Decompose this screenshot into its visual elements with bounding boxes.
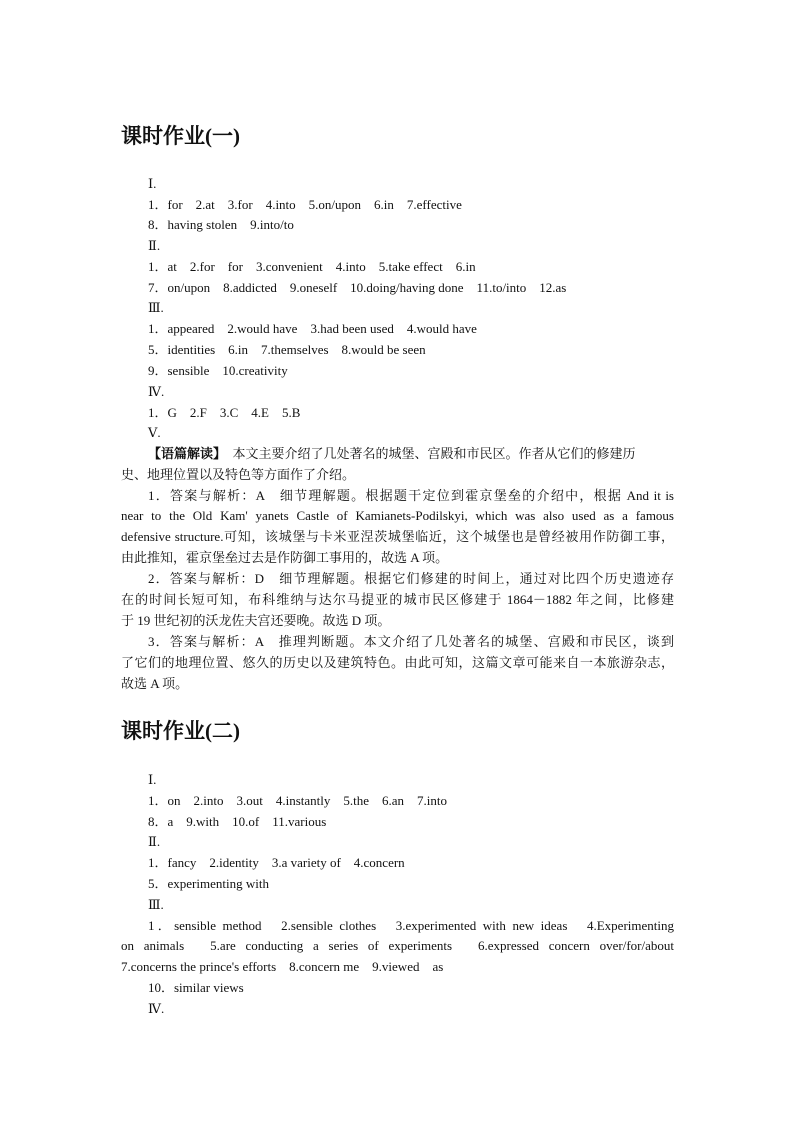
- s1-part-2-answers-2: 7．on/upon 8.addicted 9.oneself 10.doing/having done 11.to/into 12.as: [148, 280, 567, 295]
- s1-part-2-label: Ⅱ.: [148, 238, 161, 253]
- s1-part-4-label: Ⅳ.: [148, 384, 165, 399]
- s2-part-3-answers-4: 10．similar views: [148, 980, 244, 995]
- section-1-title: 课时作业(一): [121, 124, 240, 148]
- answer-2-line-1: 2．答案与解析：D 细节理解题。根据它们修建的时间上，通过对比四个历史遗迹存: [148, 571, 674, 586]
- answer-3-line-1: 3．答案与解析：A 推理判断题。本文介绍了几处著名的城堡、宫殿和市民区，谈到: [148, 634, 674, 649]
- reading-intro-line-1: [148, 446, 636, 462]
- s2-part-3-answers-3: 7.concerns the prince's efforts 8.concern me 9.viewed as: [121, 959, 444, 974]
- answer-1-line-3: defensive structure.可知，该城堡与卡米亚涅茨城堡临近，这个城堡也是曾经被用作防御工事，: [121, 529, 674, 544]
- s2-part-2-label: Ⅱ.: [148, 834, 161, 849]
- answer-3-line-2: 了它们的地理位置、悠久的历史以及建筑特色。由此可知，这篇文章可能来自一本旅游杂志，: [121, 655, 674, 670]
- s2-part-2-answers-2: 5．experimenting with: [148, 876, 269, 891]
- reading-intro-heading: 【语篇解读】: [148, 446, 220, 461]
- s2-part-1-answers-2: 8．a 9.with 10.of 11.various: [148, 814, 327, 829]
- answer-1-line-4: 由此推知，霍京堡垒过去是作防御工事用的，故选 A 项。: [121, 550, 449, 565]
- s2-part-1-answers-1: 1．on 2.into 3.out 4.instantly 5.the 6.an 7.into: [148, 793, 447, 808]
- s1-part-3-answers-1: 1．appeared 2.would have 3.had been used 4.would have: [148, 321, 477, 336]
- s2-part-3-label: Ⅲ.: [148, 897, 164, 912]
- s1-part-3-label: Ⅲ.: [148, 300, 164, 315]
- s2-part-1-label: Ⅰ.: [148, 772, 157, 787]
- answer-1-line-2: near to the Old Kam' yanets Castle of Kamianets-Podilskyi, which was also used as a famous: [121, 508, 674, 523]
- answer-3-line-3: 故选 A 项。: [121, 676, 189, 691]
- s1-part-5-label: Ⅴ.: [148, 425, 161, 440]
- answer-2-line-3: 于 19 世纪初的沃龙佐夫宫还要晚。故选 D 项。: [121, 613, 391, 628]
- s1-part-1-label: Ⅰ.: [148, 176, 157, 191]
- s2-part-4-label: Ⅳ.: [148, 1001, 165, 1016]
- s1-part-4-answers-1: 1．G 2.F 3.C 4.E 5.B: [148, 405, 301, 420]
- reading-intro-line-2: 史、地理位置以及特色等方面作了介绍。: [121, 467, 356, 482]
- s2-part-3-answers-1: 1．sensible method 2.sensible clothes 3.experimented with new ideas 4.Experimenting: [148, 918, 674, 933]
- section-2-title: 课时作业(二): [121, 719, 240, 743]
- s2-part-2-answers-1: 1．fancy 2.identity 3.a variety of 4.concern: [148, 855, 405, 870]
- s1-part-3-answers-2: 5．identities 6.in 7.themselves 8.would be seen: [148, 342, 426, 357]
- s1-part-3-answers-3: 9．sensible 10.creativity: [148, 363, 288, 378]
- s2-part-3-answers-2: on animals 5.are conducting a series of experiments 6.expressed concern over/for/about: [121, 938, 674, 953]
- answer-2-line-2: 在的时间长短可知，布科维纳与达尔马提亚的城市民区修建于 1864－1882 年之间，比修建: [121, 592, 674, 607]
- s1-part-1-answers-1: 1．for 2.at 3.for 4.into 5.on/upon 6.in 7.effective: [148, 197, 462, 212]
- s1-part-2-answers-1: 1．at 2.for for 3.convenient 4.into 5.take effect 6.in: [148, 259, 476, 274]
- reading-intro-text: 本文主要介绍了几处著名的城堡、宫殿和市民区。作者从它们的修建历: [219, 446, 636, 461]
- s1-part-1-answers-2: 8．having stolen 9.into/to: [148, 217, 294, 232]
- answer-1-line-1: 1．答案与解析：A 细节理解题。根据题干定位到霍京堡垒的介绍中，根据 And it is: [148, 488, 674, 503]
